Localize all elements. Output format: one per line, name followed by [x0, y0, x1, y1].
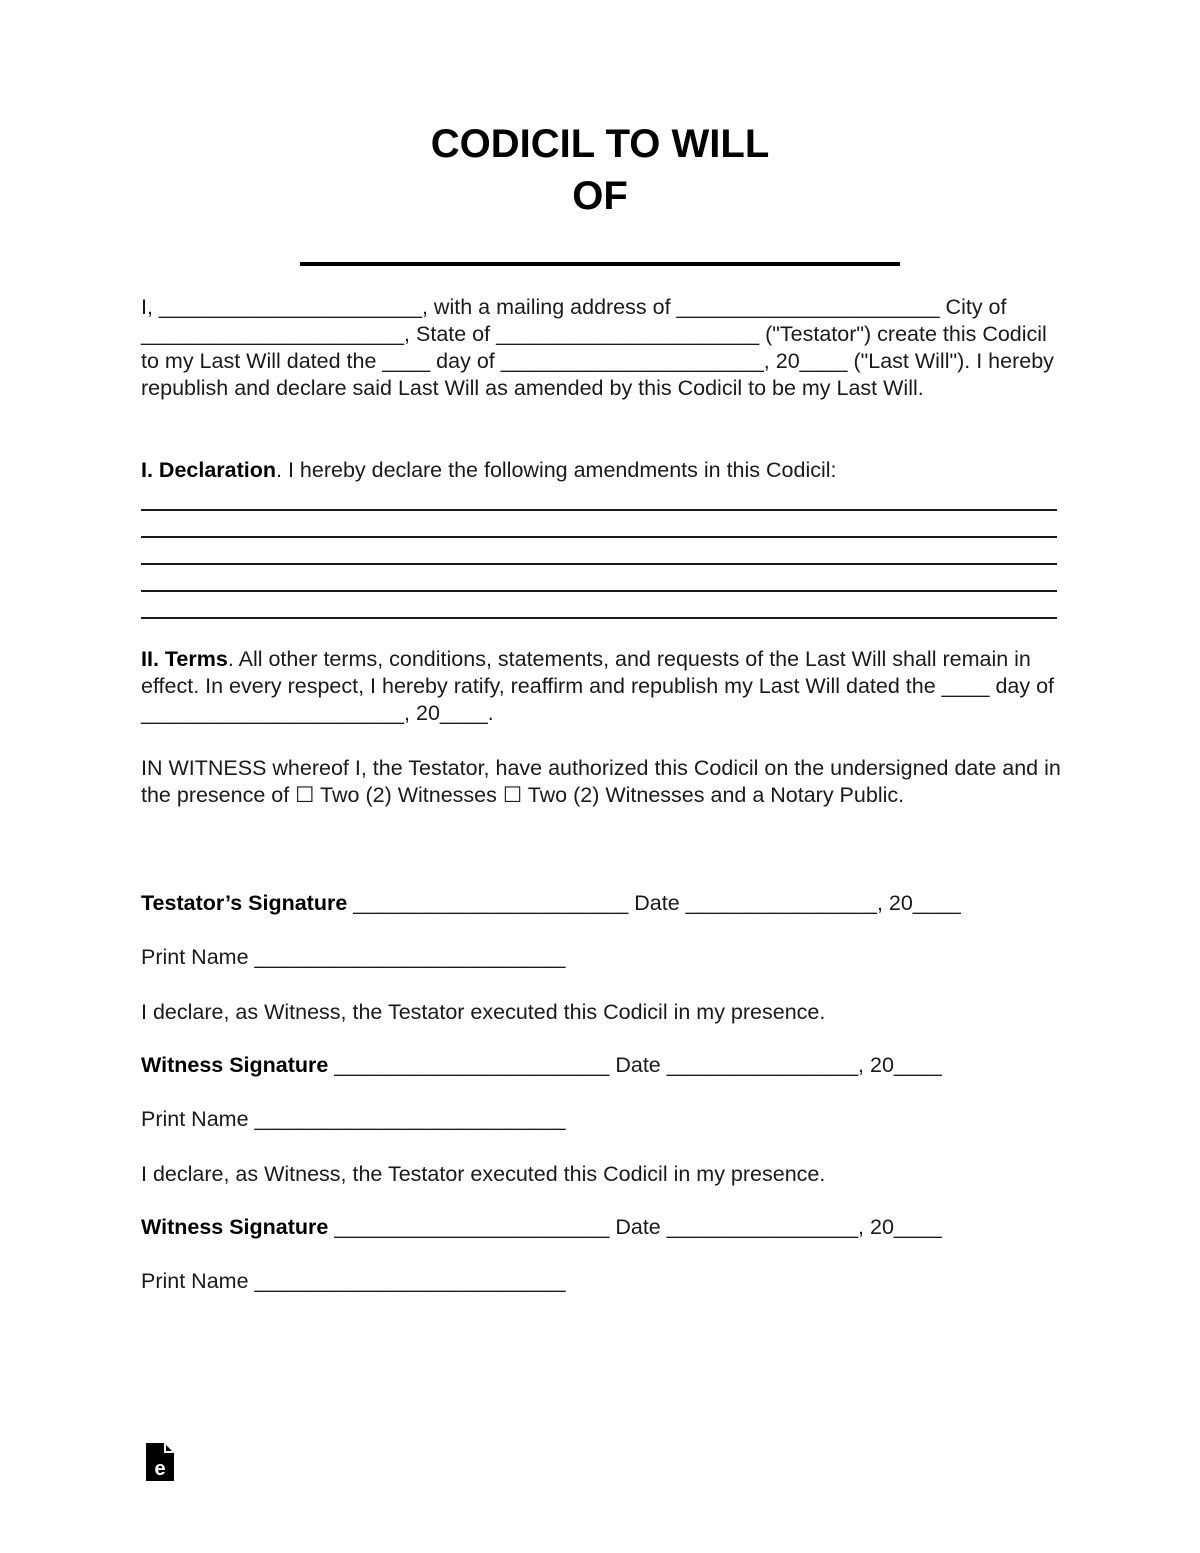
amendment-blank-line[interactable]	[141, 536, 1057, 538]
svg-text:e: e	[154, 1458, 166, 1480]
testator-signature-blanks[interactable]: _______________________ Date ________________, 20____	[347, 891, 961, 915]
witness-declaration: I declare, as Witness, the Testator executed this Codicil in my presence.	[141, 1000, 826, 1024]
witness-print-name-row[interactable]	[141, 1106, 565, 1133]
terms-text: . All other terms, conditions, statements, and requests of the Last Will shall remain in effect. In every respect, I hereby ratify, reaffirm and republish my Last Will dated the ____ day of ______________________, 20____.	[141, 647, 1055, 725]
document-title-line1: CODICIL TO WILL	[430, 122, 770, 166]
terms-heading: II. Terms	[141, 647, 228, 671]
witness-signature-label: Witness Signature	[141, 1215, 329, 1239]
declaration-heading: I. Declaration	[141, 458, 277, 482]
testator-signature-label: Testator’s Signature	[141, 891, 348, 915]
witness-signature-blanks[interactable]: _______________________ Date ________________, 20____	[328, 1053, 942, 1077]
print-name-blank[interactable]: __________________________	[248, 1269, 566, 1293]
testator-signature-row[interactable]	[141, 890, 961, 917]
witness-signature-label: Witness Signature	[141, 1053, 329, 1077]
witness-signature-row[interactable]	[141, 1214, 942, 1241]
document-title-line2: OF	[572, 174, 628, 218]
intro-paragraph: I, ______________________, with a mailing address of ______________________ City of ______________________, State of ______________________ ("Testator") create this Codicil to my Last Will dated the ____ day of ______________________, 20____ ("Last Will"). I hereby republish and declare said Last Will as amended by this Codicil to be my Last Will.	[141, 295, 1054, 400]
print-name-blank[interactable]: __________________________	[248, 1107, 566, 1131]
declaration-section	[141, 457, 837, 484]
eforms-logo-icon	[146, 1443, 174, 1481]
witness-signature-blanks[interactable]: _______________________ Date ________________, 20____	[328, 1215, 942, 1239]
title-name-blank[interactable]	[300, 262, 900, 266]
witness-print-name-row[interactable]	[141, 1268, 565, 1295]
print-name-blank[interactable]: __________________________	[248, 945, 566, 969]
witness-signature-row[interactable]	[141, 1052, 942, 1079]
testator-print-name-row[interactable]	[141, 944, 565, 971]
amendment-blank-line[interactable]	[141, 590, 1057, 592]
print-name-label: Print Name	[141, 1269, 249, 1293]
witness-clause: IN WITNESS whereof I, the Testator, have authorized this Codicil on the undersigned date and in the presence of ☐ Two (2) Witnesses ☐ Two (2) Witnesses and a Notary Public.	[141, 756, 1061, 807]
declaration-text: . I hereby declare the following amendments in this Codicil:	[276, 458, 837, 482]
amendment-blank-line[interactable]	[141, 563, 1057, 565]
terms-section	[141, 646, 1061, 727]
amendment-blank-line[interactable]	[141, 509, 1057, 511]
witness-declaration: I declare, as Witness, the Testator executed this Codicil in my presence.	[141, 1162, 826, 1186]
amendment-blank-line[interactable]	[141, 617, 1057, 619]
print-name-label: Print Name	[141, 1107, 249, 1131]
print-name-label: Print Name	[141, 945, 249, 969]
